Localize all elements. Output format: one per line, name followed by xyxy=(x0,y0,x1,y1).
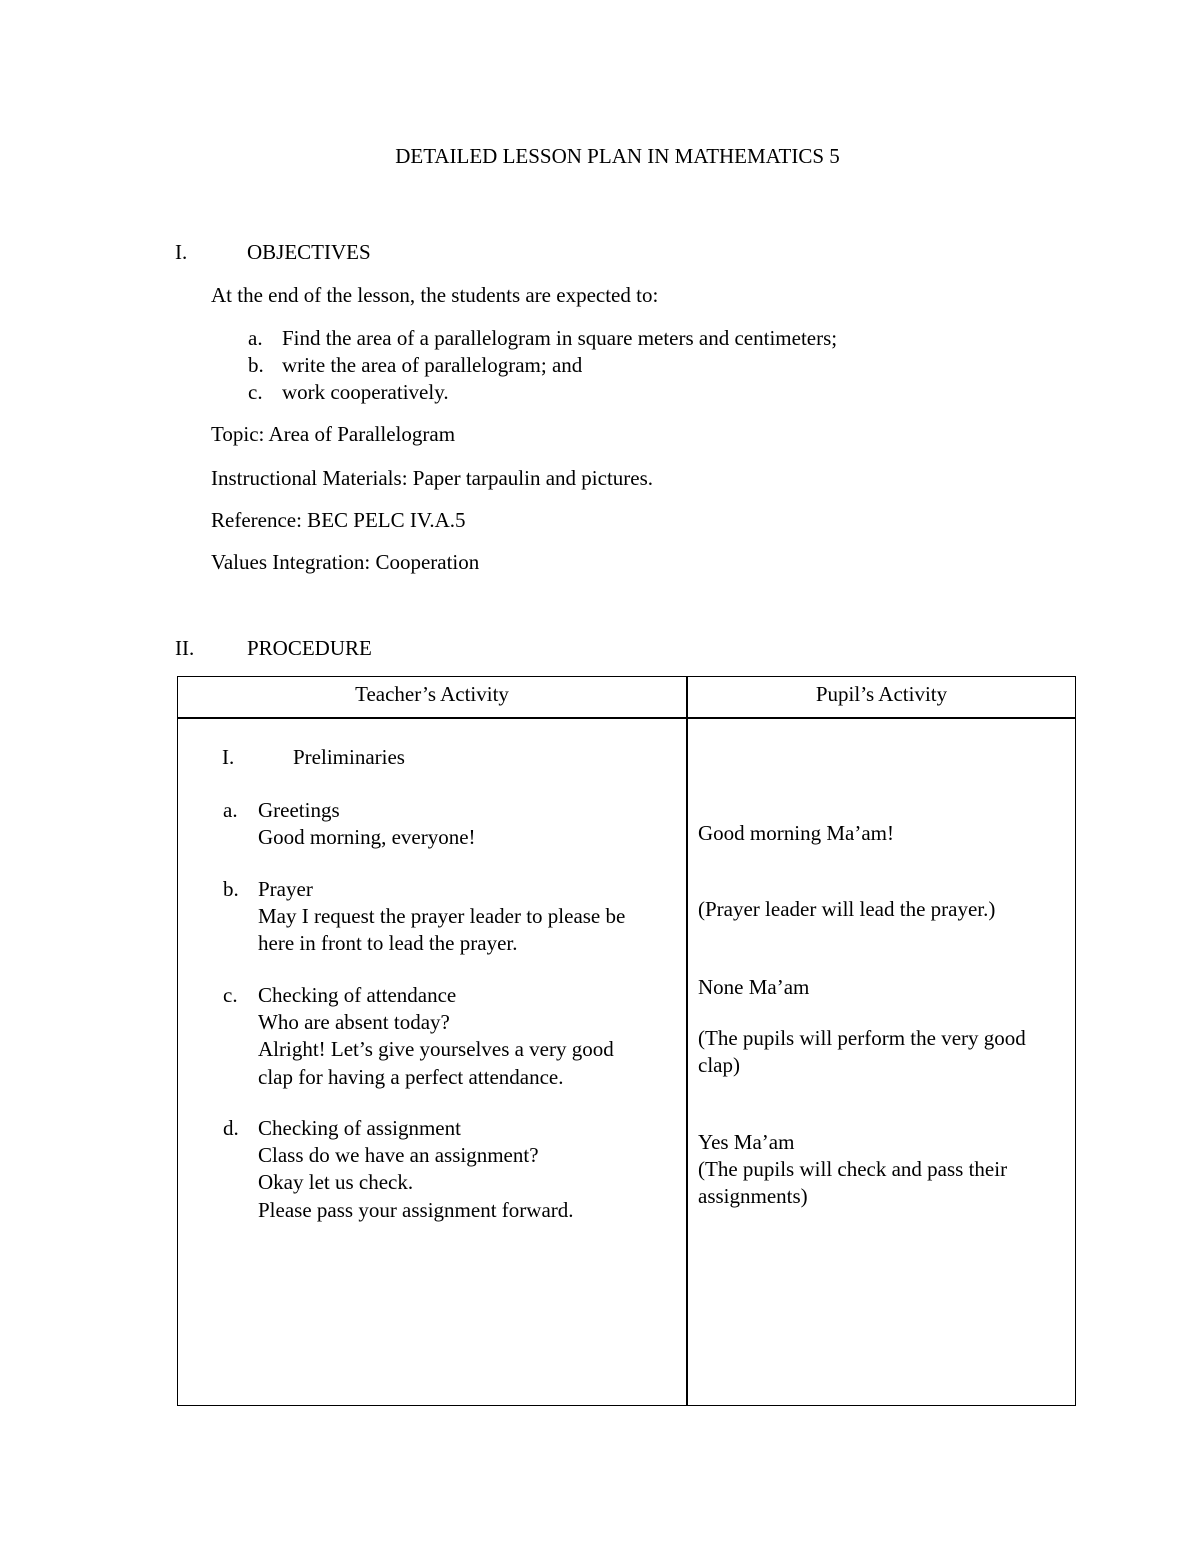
pupil-activity-header: Pupil’s Activity xyxy=(815,682,948,706)
item-marker: b. xyxy=(223,877,239,901)
item-line: Good morning, everyone! xyxy=(258,825,476,849)
item-line: Okay let us check. xyxy=(258,1170,414,1194)
teacher-activity-header: Teacher’s Activity xyxy=(355,682,509,706)
item-marker: a. xyxy=(223,798,238,822)
item-line: Checking of attendance xyxy=(258,983,457,1007)
section-number: I. xyxy=(175,240,188,264)
pupil-response: assignments) xyxy=(698,1184,808,1208)
item-line: Checking of assignment xyxy=(258,1116,461,1140)
section-number: II. xyxy=(175,636,195,660)
page-title: DETAILED LESSON PLAN IN MATHEMATICS 5 xyxy=(395,144,840,168)
materials-line: Instructional Materials: Paper tarpaulin and pictures. xyxy=(211,466,654,490)
column-divider xyxy=(686,677,688,1405)
objective-marker: c. xyxy=(248,380,263,404)
objective-marker: b. xyxy=(248,353,264,377)
item-line: Please pass your assignment forward. xyxy=(258,1198,574,1222)
item-line: here in front to lead the prayer. xyxy=(258,931,518,955)
item-marker: c. xyxy=(223,983,238,1007)
pupil-response: None Ma’am xyxy=(698,975,810,999)
reference-line: Reference: BEC PELC IV.A.5 xyxy=(211,508,466,532)
pupil-response: Good morning Ma’am! xyxy=(698,821,894,845)
objective-item: write the area of parallelogram; and xyxy=(282,353,583,377)
objective-marker: a. xyxy=(248,326,263,350)
section-heading: OBJECTIVES xyxy=(247,240,371,264)
objective-item: work cooperatively. xyxy=(282,380,449,404)
values-line: Values Integration: Cooperation xyxy=(211,550,480,574)
item-line: Who are absent today? xyxy=(258,1010,450,1034)
section-heading: PROCEDURE xyxy=(247,636,372,660)
item-line: Prayer xyxy=(258,877,313,901)
pupil-response: Yes Ma’am xyxy=(698,1130,795,1154)
topic-line: Topic: Area of Parallelogram xyxy=(211,422,456,446)
procedure-table xyxy=(177,676,1076,1406)
item-line: Greetings xyxy=(258,798,340,822)
objectives-intro: At the end of the lesson, the students are expected to: xyxy=(211,283,659,307)
item-marker: d. xyxy=(223,1116,239,1140)
pupil-response: (The pupils will perform the very good xyxy=(698,1026,1026,1050)
item-line: Alright! Let’s give yourselves a very good xyxy=(258,1037,614,1061)
objective-item: Find the area of a parallelogram in square meters and centimeters; xyxy=(282,326,838,350)
pupil-response: clap) xyxy=(698,1053,740,1077)
pupil-response: (Prayer leader will lead the prayer.) xyxy=(698,897,996,921)
header-divider xyxy=(178,717,1075,719)
item-line: May I request the prayer leader to please be xyxy=(258,904,626,928)
prelim-number: I. xyxy=(222,745,235,769)
pupil-response: (The pupils will check and pass their xyxy=(698,1157,1008,1181)
prelim-title: Preliminaries xyxy=(293,745,405,769)
item-line: clap for having a perfect attendance. xyxy=(258,1065,564,1089)
item-line: Class do we have an assignment? xyxy=(258,1143,539,1167)
